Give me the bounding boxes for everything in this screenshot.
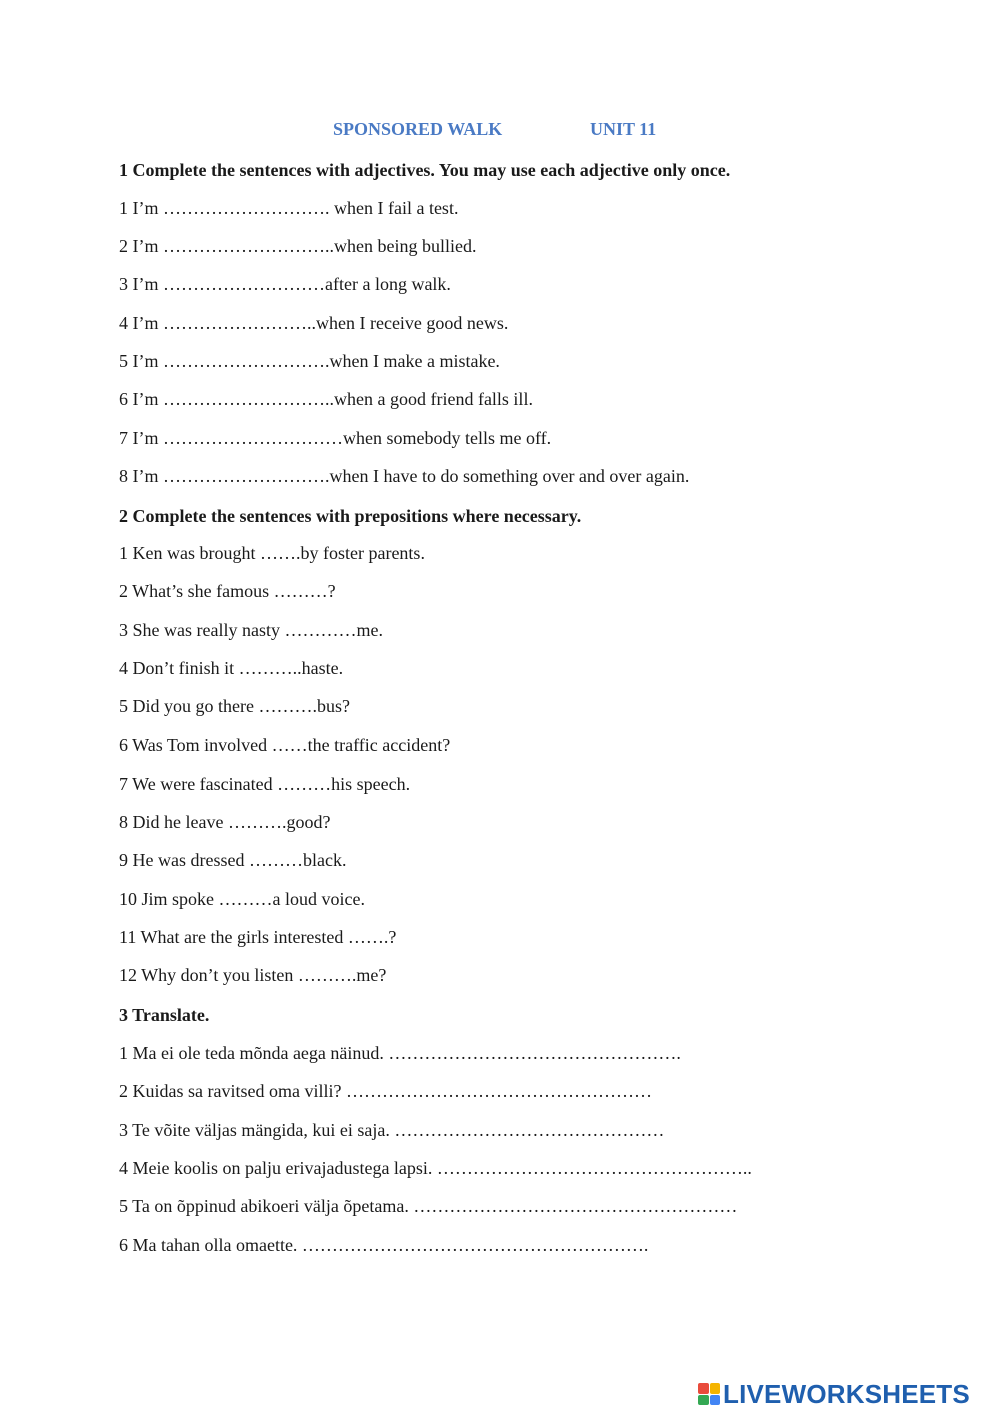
section2-item: 1 Ken was brought …….by foster parents. — [119, 543, 425, 563]
section1-heading: 1 Complete the sentences with adjectives. You may use each adjective only once. — [119, 160, 731, 180]
section3-item: 5 Ta on õppinud abikoeri välja õpetama. ……………………………………………… — [119, 1196, 738, 1216]
title-unit: UNIT 11 — [590, 119, 657, 139]
section3-item: 4 Meie koolis on palju erivajadustega lapsi. …………………………………………….. — [119, 1158, 752, 1178]
section2-item: 10 Jim spoke ………a loud voice. — [119, 889, 365, 909]
section2-item: 11 What are the girls interested …….? — [119, 927, 397, 947]
section1-item: 3 I’m ………………………after a long walk. — [119, 274, 451, 294]
section2-item: 9 He was dressed ………black. — [119, 850, 347, 870]
section1-item: 4 I’m ……………………..when I receive good news. — [119, 313, 509, 333]
section2-item: 3 She was really nasty …………me. — [119, 620, 383, 640]
worksheet-title — [0, 119, 1000, 143]
section2-item: 6 Was Tom involved ……the traffic accident? — [119, 735, 451, 755]
brand-squares-icon — [698, 1383, 720, 1405]
section3-item: 3 Te võite väljas mängida, kui ei saja. ……………………………………… — [119, 1120, 665, 1140]
section1-item: 7 I’m …………………………when somebody tells me off. — [119, 428, 552, 448]
brand-name: LIVEWORKSHEETS — [723, 1378, 970, 1409]
section1-item: 2 I’m ………………………..when being bullied. — [119, 236, 477, 256]
liveworksheets-logo — [698, 1378, 970, 1410]
title-topic: SPONSORED WALK — [333, 119, 503, 139]
section1-item: 8 I’m ……………………….when I have to do something over and over again. — [119, 466, 690, 486]
section1-item: 6 I’m ………………………..when a good friend falls ill. — [119, 389, 533, 409]
section2-item: 2 What’s she famous ………? — [119, 581, 336, 601]
section2-item: 12 Why don’t you listen ……….me? — [119, 965, 387, 985]
section1-item: 5 I’m ……………………….when I make a mistake. — [119, 351, 500, 371]
section2-item: 4 Don’t finish it ………..haste. — [119, 658, 344, 678]
section3-item: 1 Ma ei ole teda mõnda aega näinud. …………………………………………. — [119, 1043, 681, 1063]
section3-item: 6 Ma tahan olla omaette. …………………………………………………. — [119, 1235, 649, 1255]
section2-item: 5 Did you go there ……….bus? — [119, 696, 350, 716]
section2-item: 8 Did he leave ……….good? — [119, 812, 331, 832]
section2-item: 7 We were fascinated ………his speech. — [119, 774, 411, 794]
section3-heading: 3 Translate. — [119, 1005, 210, 1025]
section3-item: 2 Kuidas sa ravitsed oma villi? …………………………………………… — [119, 1081, 652, 1101]
section2-heading: 2 Complete the sentences with prepositions where necessary. — [119, 506, 582, 526]
section1-item: 1 I’m ………………………. when I fail a test. — [119, 198, 459, 218]
